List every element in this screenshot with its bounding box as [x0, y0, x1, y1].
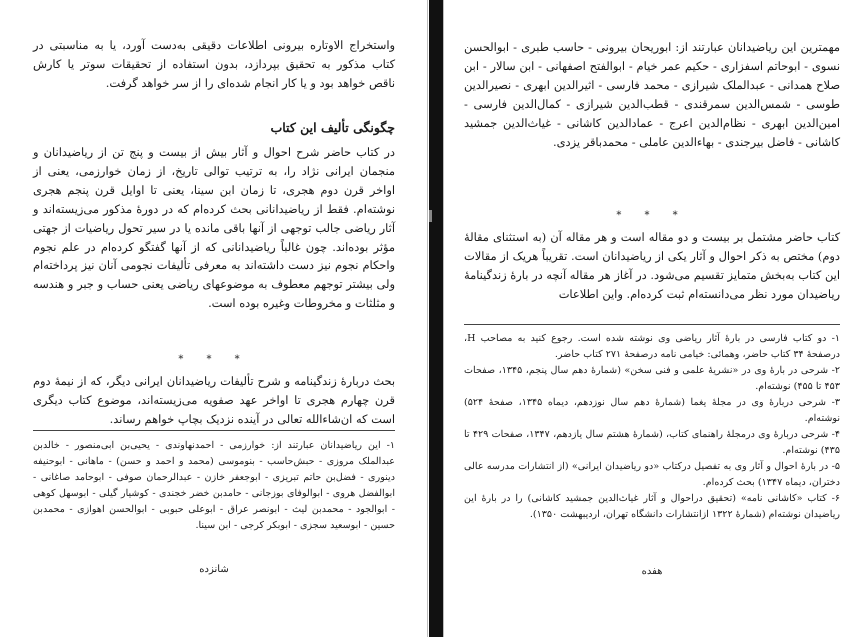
closing-paragraph: بحث دربارهٔ زندگینامه و شرح تألیفات ریاضیدانان ایرانی دیگر، که از نیمهٔ دوم قرن چهارم هجری تا اواخر عهد صفویه می‌زیسته‌اند، موضوع کتاب دیگری است که ان‌شاءالله تعالی در آینده نزدیک بچاپ خواهم رساند. [33, 374, 395, 426]
footnote-1: ۱- دو کتاب فارسی در بارهٔ آثار ریاضی وی نوشته شده است. رجوع کنید به مصاحب H، درصفحهٔ ۳۴ کتاب حاضر، وهمائی: خیامی نامه درصفحهٔ ۲۷۱ کتاب حاضر. [464, 333, 840, 360]
footnote-6: ۶- کتاب «کاشانی نامه» (تحقیق دراحوال و آثار غیاث‌الدین جمشید کاشانی) را در بارهٔ این ریاضیدان نوشته‌ام (شمارهٔ ۱۳۲۲ ازانتشارات دانشگاه تهران، اردیبهشت ۱۳۵۰). [464, 493, 840, 520]
right-page [443, 0, 861, 637]
section-separator: * * * [178, 354, 250, 365]
footnote-2: ۲- شرحی در بارهٔ وی در «نشریهٔ علمی و فنی سخن» (شمارهٔ دهم سال پنجم، ۱۳۴۵، صفحات ۴۵۳ تا ۴۵۵) نوشته‌ام. [464, 365, 840, 392]
footnotes [464, 331, 840, 523]
page-number: شانزده [199, 564, 229, 575]
section-separator: * * * [616, 210, 688, 221]
section-heading: چگونگی تألیف این کتاب [270, 120, 395, 135]
footnote: ۱- این ریاضیدانان عبارتند از: خوارزمی - احمدنهاوندی - یحیی‌بن ابی‌منصور - خالدبن عبدالملک مروزی - حبش‌حاسب - بنوموسی (محمد و احمد و حسن) - ماهانی - ابوحنیفه دینوری - فضل‌بن حاتم تبریزی - ابوجعفر خازن - عبدالرحمان صوفی - ابوحامد صاغانی - ابوالفضل هروی - ابوالوفای بوزجانی - حامدبن خضر خجندی - کوشیار گیلی - ابوسهل کوهی - ابوالجود - محمدبن لیث - ابونصر عراق - ابوعلی حبوبی - ابوالحسن اهوازی - محمدبن حسین - ابوسعید سجزی - ابوبکر کرجی - ابن سینا. [33, 440, 395, 531]
binding-mark [429, 210, 432, 222]
book-gutter [429, 0, 443, 637]
structure-paragraph: کتاب حاضر مشتمل بر بیست و دو مقاله است و هر مقاله آن (به استثنای مقالهٔ دوم) مختص به ذکر احوال و آثار یکی از ریاضیدانان است. تقریباً هریک از مقالات این کتاب به‌بخش متمایز تقسیم می‌شود. در آغاز هر مقاله آنچه در بارهٔ زندگینامهٔ ریاضیدان مورد نظر می‌دانسته‌ام ثبت کرده‌ام. واین اطلاعات [464, 230, 840, 301]
left-page [0, 0, 428, 637]
intro-paragraph: واستخراج الاوتاره بیرونی اطلاعات دقیقی به‌دست آورد، یا به مناسبتی در کتاب مذکور به تحقیق بپردازد، بدون استفاده از تحقیقات سوتر یا کارش ناقص خواهد بود و یا کار انجام شده‌ای را از سر خواهد گرفت. [33, 38, 395, 90]
footnote-4: ۴- شرحی دربارهٔ وی درمجلهٔ راهنمای کتاب، (شمارهٔ هشتم سال یازدهم، ۱۳۴۷، صفحات ۴۲۹ تا ۴۳۵) نوشته‌ام. [464, 429, 840, 456]
continuation-paragraph: مهمترین این ریاضیدانان عبارتند از: ابوریحان بیرونی - حاسب طبری - ابوالحسن نسوی - ابوحاتم اسفزاری - حکیم عمر خیام - ابوالفتح اصفهانی - ابن سالار - ابن صلاح همدانی - عبدالملک شیرازی - محمد فارسی - اثیرالدین ابهری - نصیرالدین طوسی - شمس‌الدین سمرقندی - قطب‌الدین شیرازی - کمال‌الدین فارسی - امین‌الدین ابهری - نظام‌الدین اعرج - عمادالدین کاشانی - غیاث‌الدین جمشید کاشانی - فاضل بیرجندی - بهاءالدین عاملی - محمدباقر یزدی. [464, 40, 840, 149]
footnote-rule [464, 324, 840, 325]
footnote-rule [33, 430, 395, 431]
footnote-3: ۳- شرحی دربارهٔ وی در مجلهٔ یغما (شمارهٔ دهم سال نوزدهم، دیماه ۱۳۴۵، صفحهٔ ۵۲۴) نوشته‌ام. [464, 397, 840, 424]
section-paragraph: در کتاب حاضر شرح احوال و آثار بیش از بیست و پنج تن از ریاضیدانان و منجمان ایرانی نژاد را، به ترتیب توالی تاریخ، از زمان خوارزمی، یعنی از اواخر قرن دوم هجری، تا زمان ابن سینا، یعنی تا اوایل قرن پنجم هجری نوشته‌ام. فقط از ریاضیدانانی بحث کرده‌ام که در دورهٔ مذکور می‌زیسته‌اند و آثار ریاضی جالب توجهی از آنها باقی مانده یا در سیر تحول ریاضیات از جهتی مؤثر بوده‌اند. چون غالباً ریاضیدانانی که از آنها گفتگو کرده‌ام در علم نجوم واحکام نجوم نیز دست داشته‌اند به معرفی تألیفات نجومی آنان نیز پرداخته‌ام ولی بیشتر توجهم معطوف به موضوعهای ریاضی یعنی حساب و جبر و هندسه و مثلثات و مخروطات وغیره بوده است. [33, 145, 395, 311]
page-number: هفده [641, 566, 663, 577]
footnote-5: ۵- در بارهٔ احوال و آثار وی به تفصیل درکتاب «دو ریاضیدان ایرانی» (از انتشارات مدرسه عالی دختران، دیماه ۱۳۴۷) بحث کرده‌ام. [464, 461, 840, 488]
